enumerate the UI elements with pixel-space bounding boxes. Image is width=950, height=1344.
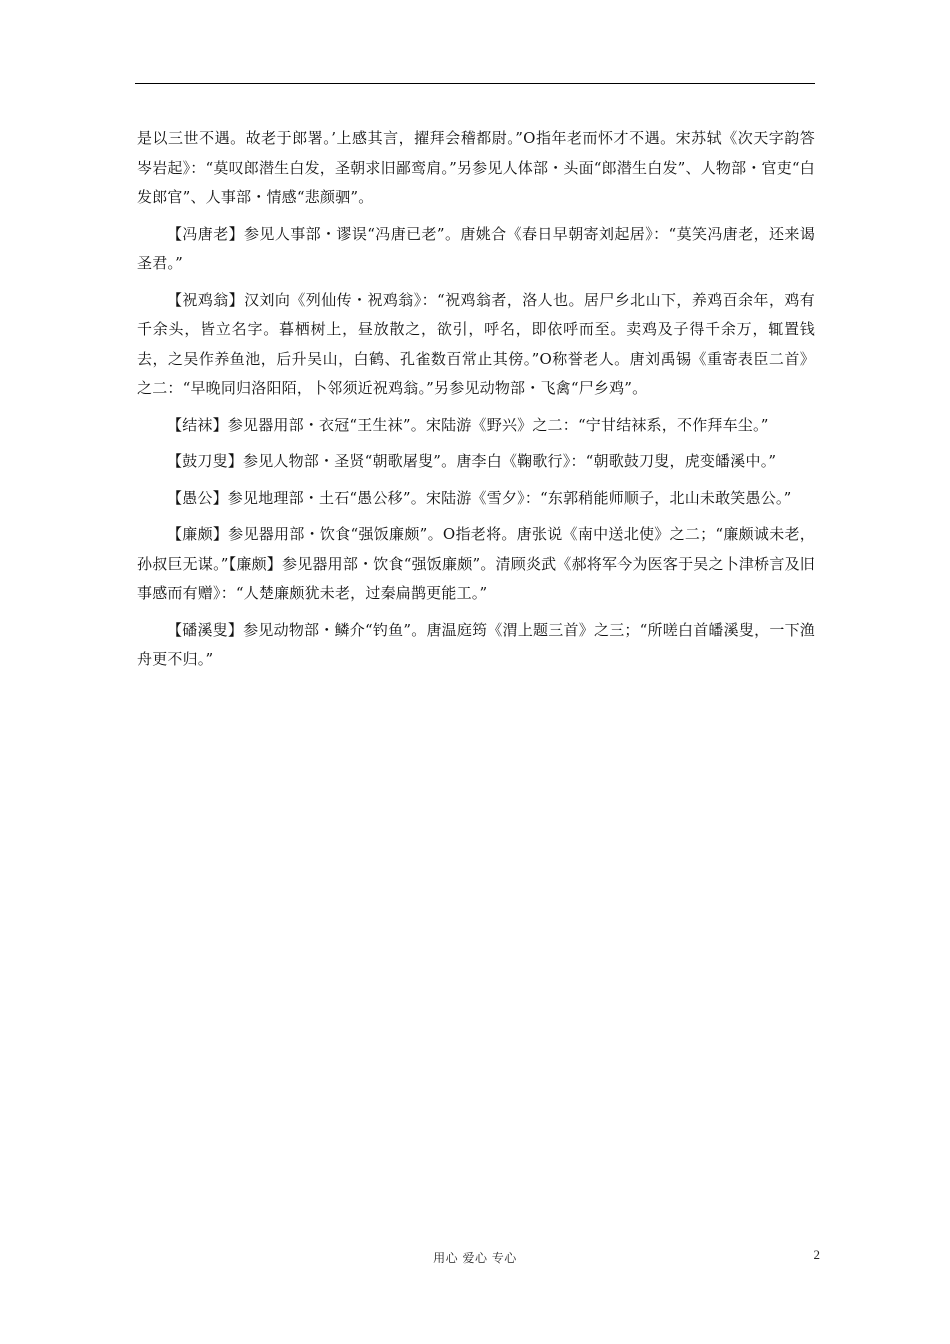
footer-motto: 用心 爱心 专心 [433, 1251, 517, 1265]
entry-feng-tang-lao: 【冯唐老】参见人事部・谬误“冯唐已老”。唐姚合《春日早朝寄刘起居》：“莫笑冯唐老，还来谒圣君。” [137, 224, 815, 272]
entry-pan-xi-sou: 【磻溪叟】参见动物部・鳞介“钓鱼”。唐温庭筠《渭上题三首》之三；“所嗟白首皤溪叟，一下渔舟更不归。” [137, 620, 815, 668]
entry-lian-po: 【廉颇】参见器用部・饮食“强饭廉颇”。O指老将。唐张说《南中送北使》之二；“廉颇诚未老，孙叔巨无谋。”【廉颇】参见器用部・饮食“强饭廉颇”。清顾炎武《郝将军今为医客于吴之卜津桥言及旧事感而有赠》：“人楚廉颇犹未老，过秦扁鹊更能工。” [137, 525, 815, 602]
entry-gu-dao-sou: 【鼓刀叟】参见人物部・圣贤“朝歌屠叟”。唐李白《鞠歌行》：“朝歌鼓刀叟，虎变皤溪中。” [167, 452, 777, 470]
entry-jie-wa: 【结袜】参见器用部・衣冠“王生袜”。宋陆游《野兴》之二：“宁甘结袜系，不作拜车尘。” [167, 415, 769, 434]
entry-yu-gong: 【愚公】参见地理部・土石“愚公移”。宋陆游《雪夕》：“东郭稍能师顺子，北山未敢笑愚公。” [167, 488, 792, 507]
paragraph-continued: 是以三世不遇。故老于郎署。’上感其言，擢拜会稽都尉。”O指年老而怀才不遇。宋苏轼《次天字韵答岑岩起》：“莫叹郎潜生白发，圣朝求旧鄙鸾肩。”另参见人体部・头面“郎潜生白发”、人物部・官吏“白发郎官”、人事部・情感“悲颜驷”。 [137, 129, 815, 206]
document-body [137, 124, 815, 682]
entry-zhu-ji-weng: 【祝鸡翁】汉刘向《列仙传・祝鸡翁》：“祝鸡翁者，洛人也。居尸乡北山下，养鸡百余年，鸡有千余头，皆立名字。暮栖树上，昼放散之，欲引，呼名，即依呼而至。卖鸡及子得千余万，辄置钱去，之吴作养鱼池，后升吴山，白鹤、孔雀数百常止其傍。”O称誉老人。唐刘禹锡《重寄表臣二首》之二：“早晚同归洛阳陌，卜邻须近祝鸡翁。”另参见动物部・飞禽“尸乡鸡”。 [137, 290, 815, 397]
page-number: 2 [813, 1247, 820, 1262]
header-rule [135, 83, 815, 84]
